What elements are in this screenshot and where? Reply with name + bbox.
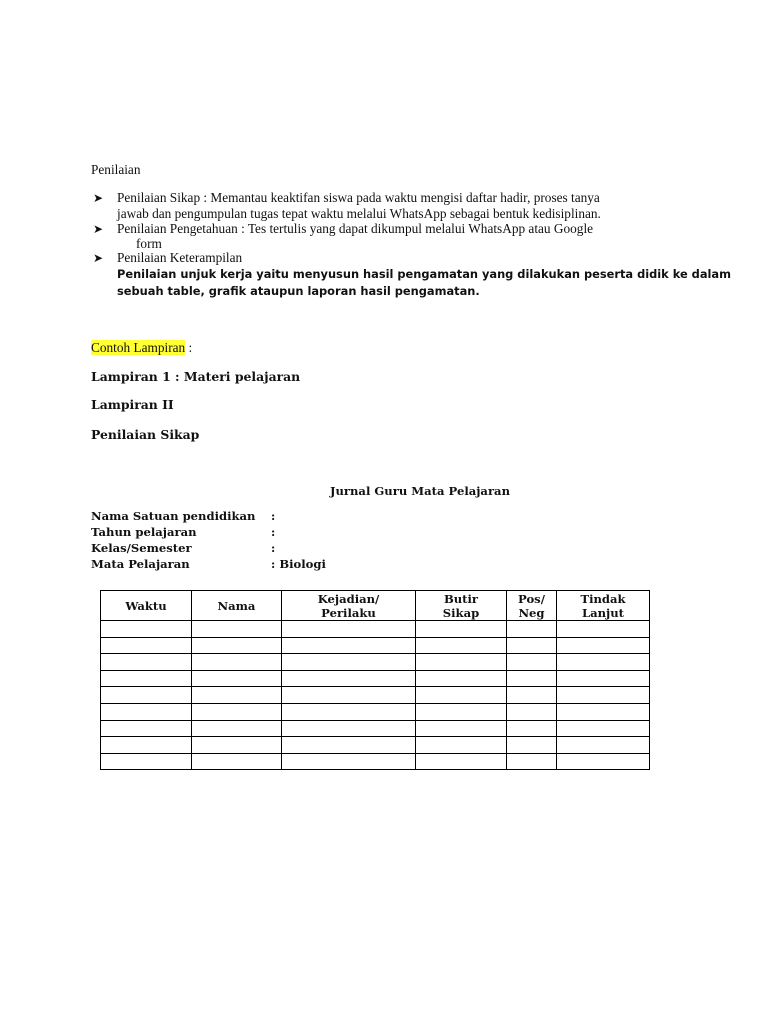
lampiran-1: Lampiran 1 : Materi pelajaran	[91, 369, 301, 384]
table-row	[101, 753, 650, 770]
bullet-sikap-line1: Penilaian Sikap : Memantau keaktifan siswa pada waktu mengisi daftar hadir, proses tanya	[117, 190, 600, 205]
table-cell[interactable]	[557, 720, 650, 737]
table-cell[interactable]	[101, 687, 192, 704]
table-cell[interactable]	[507, 737, 557, 754]
col-header-posneg: Pos/ Neg	[507, 591, 557, 621]
table-cell[interactable]	[101, 753, 192, 770]
table-cell[interactable]	[507, 753, 557, 770]
table-row	[101, 637, 650, 654]
bullet-keterampilan-title: Penilaian Keterampilan	[117, 250, 243, 265]
table-cell[interactable]	[192, 654, 282, 671]
table-cell[interactable]	[282, 670, 416, 687]
table-row	[101, 703, 650, 720]
table-cell[interactable]	[557, 703, 650, 720]
table-cell[interactable]	[416, 670, 507, 687]
bullet-keterampilan-desc2: sebuah table, grafik ataupun laporan hasil pengamatan.	[117, 284, 480, 298]
table-cell[interactable]	[282, 687, 416, 704]
col-header-waktu: Waktu	[101, 591, 192, 621]
table-cell[interactable]	[557, 737, 650, 754]
col-header-butir: Butir Sikap	[416, 591, 507, 621]
table-cell[interactable]	[192, 753, 282, 770]
table-cell[interactable]	[507, 654, 557, 671]
table-cell[interactable]	[557, 687, 650, 704]
table-cell[interactable]	[416, 687, 507, 704]
table-cell[interactable]	[557, 670, 650, 687]
table-cell[interactable]	[192, 720, 282, 737]
table-cell[interactable]	[101, 637, 192, 654]
info-label-mapel: Mata Pelajaran	[91, 557, 190, 571]
table-cell[interactable]	[282, 720, 416, 737]
table-cell[interactable]	[507, 720, 557, 737]
table-cell[interactable]	[192, 737, 282, 754]
table-row	[101, 737, 650, 754]
table-row	[101, 720, 650, 737]
table-cell[interactable]	[416, 703, 507, 720]
table-cell[interactable]	[101, 621, 192, 638]
table-cell[interactable]	[282, 753, 416, 770]
table-cell[interactable]	[282, 621, 416, 638]
table-cell[interactable]	[507, 687, 557, 704]
bullet-arrow-icon: ➤	[93, 222, 104, 236]
table-row	[101, 687, 650, 704]
table-cell[interactable]	[416, 720, 507, 737]
table-cell[interactable]	[101, 737, 192, 754]
penilaian-sikap-heading: Penilaian Sikap	[91, 427, 200, 442]
contoh-lampiran-highlight: Contoh Lampiran	[91, 340, 186, 355]
table-cell[interactable]	[282, 637, 416, 654]
info-value-kelas: :	[271, 541, 276, 555]
info-label-satuan: Nama Satuan pendidikan	[91, 509, 256, 523]
table-cell[interactable]	[101, 654, 192, 671]
info-label-kelas: Kelas/Semester	[91, 541, 192, 555]
table-cell[interactable]	[416, 654, 507, 671]
table-cell[interactable]	[507, 670, 557, 687]
info-value-tahun: :	[271, 525, 276, 539]
table-row	[101, 654, 650, 671]
contoh-lampiran-colon: :	[185, 340, 193, 355]
bullet-arrow-icon: ➤	[93, 191, 104, 205]
table-cell[interactable]	[192, 637, 282, 654]
table-cell[interactable]	[557, 637, 650, 654]
table-cell[interactable]	[101, 703, 192, 720]
col-header-nama: Nama	[192, 591, 282, 621]
table-cell[interactable]	[507, 637, 557, 654]
table-cell[interactable]	[416, 621, 507, 638]
table-cell[interactable]	[192, 621, 282, 638]
table-cell[interactable]	[416, 737, 507, 754]
table-cell[interactable]	[507, 621, 557, 638]
journal-table	[100, 590, 650, 770]
col-header-kejadian: Kejadian/ Perilaku	[282, 591, 416, 621]
table-cell[interactable]	[557, 654, 650, 671]
table-cell[interactable]	[557, 621, 650, 638]
table-cell[interactable]	[192, 687, 282, 704]
bullet-pengetahuan-line1: Penilaian Pengetahuan : Tes tertulis yang dapat dikumpul melalui WhatsApp atau Google	[117, 221, 594, 236]
table-cell[interactable]	[282, 737, 416, 754]
journal-header-row	[101, 591, 650, 621]
info-value-mapel: : Biologi	[271, 557, 326, 571]
journal-title: Jurnal Guru Mata Pelajaran	[329, 484, 510, 498]
table-row	[101, 621, 650, 638]
table-cell[interactable]	[416, 753, 507, 770]
table-cell[interactable]	[282, 703, 416, 720]
bullet-arrow-icon: ➤	[93, 251, 104, 265]
table-cell[interactable]	[192, 703, 282, 720]
lampiran-2: Lampiran II	[91, 397, 174, 412]
table-cell[interactable]	[507, 703, 557, 720]
table-cell[interactable]	[282, 654, 416, 671]
journal-body	[101, 621, 650, 770]
table-cell[interactable]	[101, 670, 192, 687]
table-cell[interactable]	[101, 720, 192, 737]
bullet-sikap-line2: jawab dan pengumpulan tugas tepat waktu melalui WhatsApp sebagai bentuk kedisiplinan.	[117, 206, 601, 221]
contoh-lampiran	[91, 340, 192, 356]
table-cell[interactable]	[192, 670, 282, 687]
info-label-tahun: Tahun pelajaran	[91, 525, 197, 539]
table-cell[interactable]	[416, 637, 507, 654]
col-header-tindak: Tindak Lanjut	[557, 591, 650, 621]
table-row	[101, 670, 650, 687]
table-cell[interactable]	[557, 753, 650, 770]
section-heading: Penilaian	[91, 162, 141, 177]
bullet-pengetahuan-line2: form	[136, 236, 162, 251]
info-value-satuan: :	[271, 509, 276, 523]
bullet-keterampilan-desc1: Penilaian unjuk kerja yaitu menyusun hasil pengamatan yang dilakukan peserta didik ke dalam	[117, 267, 731, 281]
